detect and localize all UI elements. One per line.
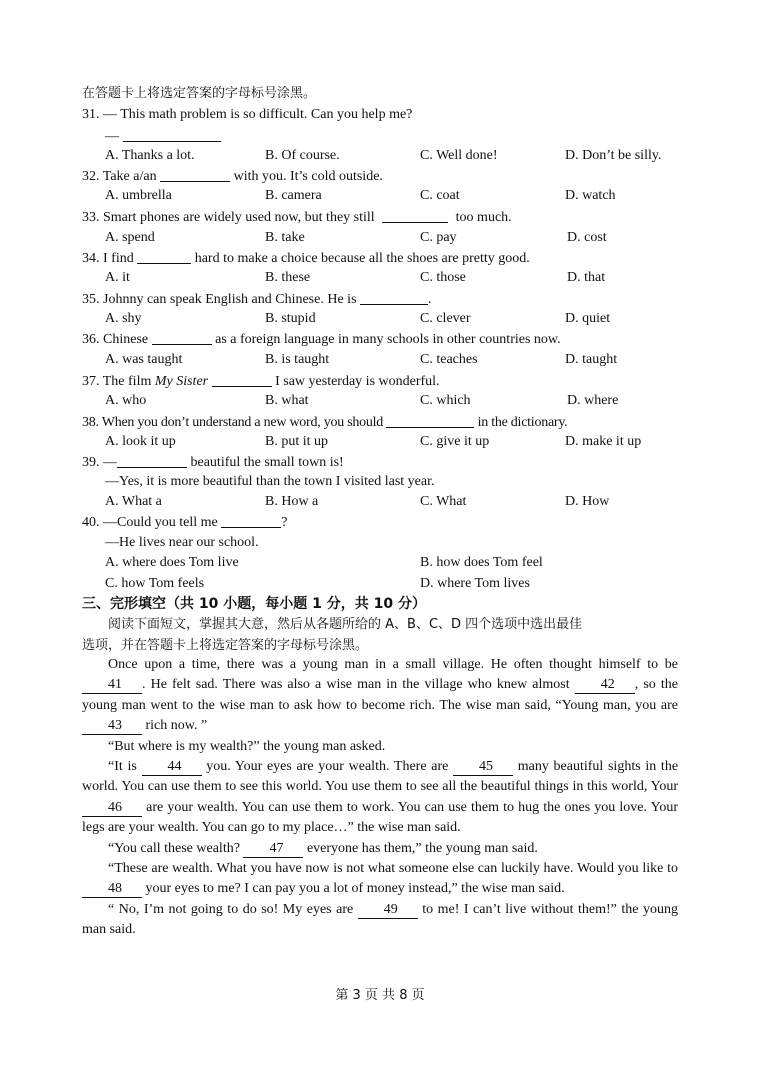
option-a: A. look it up [105, 434, 176, 449]
question-text-pre: 32. Take a/an [82, 169, 157, 184]
option-a: A. where does Tom live [105, 555, 239, 570]
option-d: D. cost [567, 230, 607, 245]
question-31-answer-line [105, 126, 221, 147]
answer-blank [386, 412, 474, 428]
question-36 [82, 329, 561, 350]
option-d: D. where [567, 393, 619, 408]
passage-text: Once upon a time, there was a young man in a small village. He often thought himself to be [108, 657, 678, 672]
option-d: D. quiet [565, 311, 611, 326]
passage-paragraph: “But where is my wealth?” the young man asked. [108, 738, 386, 754]
passage-text: “You call these wealth? [108, 840, 240, 856]
answer-blank [152, 329, 212, 345]
question-40-reply: —He lives near our school. [105, 535, 259, 550]
answer-blank [360, 289, 428, 305]
answer-blank [117, 452, 187, 468]
question-text-post: as a foreign language in many schools in other countries now. [215, 332, 561, 347]
option-d: D. where Tom lives [420, 576, 530, 591]
option-a: A. Thanks a lot. [105, 148, 195, 163]
question-number: 31. [82, 107, 100, 122]
option-a: A. it [105, 270, 130, 285]
question-38 [82, 412, 567, 433]
option-d: D. Don’t be silly. [565, 148, 662, 163]
question-text-pre: 34. I find [82, 251, 134, 266]
passage-text: your eyes to me? I can pay you a lot of money instead,” the wise man said. [145, 881, 565, 897]
option-b: B. How a [265, 494, 319, 509]
question-33 [82, 207, 512, 228]
option-a: A. was taught [105, 352, 183, 367]
option-c: C. how Tom feels [105, 576, 205, 591]
passage-paragraph [82, 859, 678, 900]
option-c: C. give it up [420, 434, 490, 449]
question-text-post: too much. [455, 210, 512, 225]
passage-text: “It is [108, 759, 137, 775]
option-d: D. watch [565, 188, 616, 203]
passage-text: everyone has them,” the young man said. [306, 840, 538, 856]
question-text-pre: 39. — [82, 455, 117, 470]
option-a: A. spend [105, 230, 155, 245]
cloze-passage [82, 655, 678, 941]
section-instruction-continued: 选项，并在答题卡上将选定答案的字母标号涂黑。 [82, 638, 369, 653]
option-b: B. camera [265, 188, 322, 203]
passage-text: , so the young man went to the wise man to ask how to become rich. The wise man said, “Young man, you are [82, 677, 678, 713]
option-c: C. pay [420, 230, 457, 245]
passage-text: “ No, I’m not going to do so! My eyes are [108, 901, 354, 917]
question-31 [82, 105, 412, 125]
option-d: D. taught [565, 352, 618, 367]
option-a: A. shy [105, 311, 142, 326]
cloze-blank-41: 41 [82, 676, 142, 694]
page-footer: 第 3 页 共 8 页 [335, 988, 425, 1003]
passage-text: rich now. ” [145, 718, 208, 734]
question-32 [82, 166, 383, 187]
question-text-post: hard to make a choice because all the shoes are pretty good. [194, 251, 530, 266]
option-c: C. clever [420, 311, 471, 326]
passage-paragraph [82, 757, 678, 839]
film-title: My Sister [154, 374, 209, 389]
option-b: B. take [265, 230, 305, 245]
option-c: C. What [420, 494, 467, 509]
option-a: A. What a [105, 494, 162, 509]
question-37 [82, 371, 440, 392]
question-text: — This math problem is so difficult. Can you help me? [103, 107, 413, 122]
dash: — [105, 129, 119, 144]
passage-paragraph [82, 839, 678, 859]
option-b: B. how does Tom feel [420, 555, 543, 570]
cloze-blank-47: 47 [243, 840, 303, 858]
question-text-post: in the dictionary. [477, 415, 568, 430]
question-39-reply: —Yes, it is more beautiful than the town I visited last year. [105, 474, 435, 489]
option-c: C. teaches [420, 352, 478, 367]
option-c: C. coat [420, 188, 460, 203]
question-35 [82, 289, 432, 310]
option-c: C. those [420, 270, 466, 285]
option-b: B. put it up [265, 434, 329, 449]
question-text-pre: 37. The film [82, 374, 152, 389]
option-d: D. How [565, 494, 610, 509]
option-c: C. Well done! [420, 148, 498, 163]
passage-paragraph [82, 900, 678, 941]
question-text-post: ? [281, 515, 288, 530]
passage-text: . He felt sad. There was also a wise man in the village who knew almost [142, 677, 570, 693]
passage-text: “These are wealth. What you have now is not what someone else can luckily have. Would you like to [108, 861, 678, 877]
option-d: D. that [567, 270, 606, 285]
question-text-pre: 35. Johnny can speak English and Chinese. He is [82, 292, 357, 307]
passage-text: are your wealth. You can use them to work. You can use them to hug the ones you love. Your legs are your wealth. You can go to my place…” the wise man said. [82, 799, 679, 836]
cloze-blank-46: 46 [82, 799, 142, 817]
question-text-pre: 33. Smart phones are widely used now, but they still [82, 210, 375, 225]
passage-text: to me! I can’t live without them!” the young man said. [82, 901, 678, 938]
instruction-continued: 在答题卡上将选定答案的字母标号涂黑。 [82, 86, 317, 101]
answer-blank [382, 207, 448, 223]
question-text-post: I saw yesterday is wonderful. [275, 374, 440, 389]
answer-blank [212, 371, 272, 387]
option-b: B. Of course. [265, 148, 340, 163]
cloze-blank-44: 44 [142, 758, 202, 776]
cloze-blank-42: 42 [575, 676, 635, 694]
question-text-pre: 38. When you don’t understand a new word, you should [82, 415, 384, 430]
option-b: B. these [265, 270, 311, 285]
cloze-blank-43: 43 [82, 717, 142, 735]
cloze-blank-48: 48 [82, 880, 142, 898]
question-39 [82, 452, 344, 473]
option-b: B. is taught [265, 352, 330, 367]
question-text-pre: 40. —Could you tell me [82, 515, 218, 530]
passage-text: many beautiful sights in the world. You can use them to see this world. You use them to see all the beautiful things in this world, Your [82, 759, 679, 795]
answer-blank [221, 512, 281, 528]
question-text-post: . [428, 292, 432, 307]
question-text-post: beautiful the small town is! [190, 455, 344, 470]
option-d: D. make it up [565, 434, 642, 449]
option-b: B. what [265, 393, 309, 408]
section-instruction: 阅读下面短文，掌握其大意，然后从各题所给的 A、B、C、D 四个选项中选出最佳 [108, 617, 583, 632]
option-b: B. stupid [265, 311, 316, 326]
cloze-blank-45: 45 [453, 758, 513, 776]
passage-paragraph [82, 655, 678, 737]
answer-blank [123, 126, 221, 142]
question-text-post: with you. It’s cold outside. [233, 169, 383, 184]
question-40 [82, 512, 287, 533]
question-text-pre: 36. Chinese [82, 332, 149, 347]
option-a: A. who [105, 393, 147, 408]
passage-text: you. Your eyes are your wealth. There are [206, 759, 449, 775]
cloze-blank-49: 49 [358, 901, 418, 919]
answer-blank [137, 248, 191, 264]
option-c: C. which [420, 393, 471, 408]
question-34 [82, 248, 530, 269]
option-a: A. umbrella [105, 188, 172, 203]
answer-blank [160, 166, 230, 182]
section-heading: 三、完形填空（共 10 小题，每小题 1 分，共 10 分） [82, 596, 426, 612]
